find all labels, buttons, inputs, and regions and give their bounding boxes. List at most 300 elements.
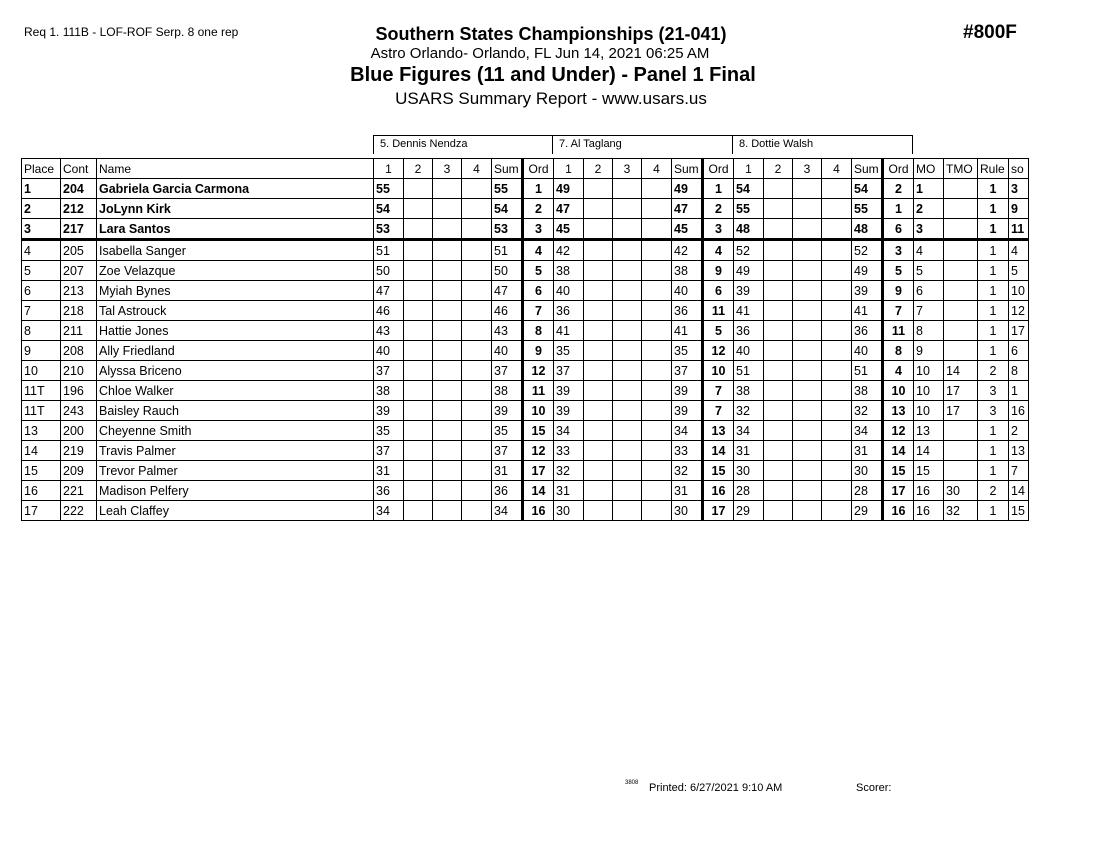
cell-cont: 219 <box>61 441 97 461</box>
table-row <box>22 461 1029 481</box>
table-row <box>22 199 1029 219</box>
cell-j2-ord: 11 <box>703 301 734 321</box>
cell-j1-score-1: 38 <box>374 381 404 401</box>
cell-mo: 14 <box>914 441 944 461</box>
cell-j3-score-4 <box>822 179 852 199</box>
cell-j2-score-2 <box>584 199 613 219</box>
cell-mo: 16 <box>914 481 944 501</box>
cell-j3-score-1: 28 <box>734 481 764 501</box>
table-row <box>22 501 1029 521</box>
cell-so: 15 <box>1009 501 1029 521</box>
cell-rule: 1 <box>978 321 1009 341</box>
cell-j1-score-3 <box>433 179 462 199</box>
cell-j3-score-3 <box>793 261 822 281</box>
cell-j2-score-2 <box>584 361 613 381</box>
cell-j2-score-3 <box>613 341 642 361</box>
cell-j1-score-2 <box>404 401 433 421</box>
cell-j1-score-2 <box>404 441 433 461</box>
cell-j3-score-2 <box>764 361 793 381</box>
cell-cont: 205 <box>61 240 97 261</box>
cell-j1-ord: 3 <box>523 219 554 240</box>
cell-cont: 217 <box>61 219 97 240</box>
cell-j2-score-2 <box>584 501 613 521</box>
cell-j1-score-3 <box>433 421 462 441</box>
cell-j1-score-3 <box>433 301 462 321</box>
cell-j2-score-3 <box>613 240 642 261</box>
cell-j1-sum: 55 <box>492 179 523 199</box>
cell-j1-score-3 <box>433 261 462 281</box>
cell-j2-score-1: 45 <box>554 219 584 240</box>
cell-j1-score-4 <box>462 381 492 401</box>
cell-name: Alyssa Briceno <box>97 361 374 381</box>
cell-j1-ord: 8 <box>523 321 554 341</box>
cell-so: 11 <box>1009 219 1029 240</box>
col-place: Place <box>22 159 61 179</box>
cell-j1-score-4 <box>462 281 492 301</box>
cell-name: Tal Astrouck <box>97 301 374 321</box>
cell-j3-ord: 11 <box>883 321 914 341</box>
cell-name: Ally Friedland <box>97 341 374 361</box>
cell-j2-sum: 33 <box>672 441 703 461</box>
cell-j2-score-1: 42 <box>554 240 584 261</box>
cell-cont: 208 <box>61 341 97 361</box>
table-row <box>22 401 1029 421</box>
cell-j3-score-4 <box>822 199 852 219</box>
cell-j3-score-2 <box>764 199 793 219</box>
cell-j1-score-4 <box>462 261 492 281</box>
cell-j3-score-1: 32 <box>734 401 764 421</box>
cell-j2-sum: 31 <box>672 481 703 501</box>
cell-j3-score-1: 51 <box>734 361 764 381</box>
cell-j3-score-4 <box>822 381 852 401</box>
cell-name: Leah Claffey <box>97 501 374 521</box>
cell-j2-sum: 49 <box>672 179 703 199</box>
cell-name: Cheyenne Smith <box>97 421 374 441</box>
cell-name: Madison Pelfery <box>97 481 374 501</box>
cell-j3-score-2 <box>764 281 793 301</box>
cell-j2-sum: 42 <box>672 240 703 261</box>
cell-j2-score-3 <box>613 301 642 321</box>
cell-j3-score-1: 34 <box>734 421 764 441</box>
cell-j1-ord: 9 <box>523 341 554 361</box>
cell-j2-score-4 <box>642 219 672 240</box>
cell-j3-score-1: 48 <box>734 219 764 240</box>
cell-rule: 1 <box>978 199 1009 219</box>
cell-j2-score-3 <box>613 401 642 421</box>
col-j1-1: 1 <box>374 159 404 179</box>
cell-j1-score-4 <box>462 461 492 481</box>
cell-name: Chloe Walker <box>97 381 374 401</box>
cell-j1-score-3 <box>433 361 462 381</box>
col-j1-4: 4 <box>462 159 492 179</box>
cell-j2-score-4 <box>642 179 672 199</box>
cell-tmo <box>944 301 978 321</box>
cell-tmo <box>944 199 978 219</box>
table-row <box>22 381 1029 401</box>
cell-j3-sum: 28 <box>852 481 883 501</box>
cell-so: 10 <box>1009 281 1029 301</box>
cell-j3-score-2 <box>764 481 793 501</box>
cell-j1-sum: 50 <box>492 261 523 281</box>
cell-j2-sum: 36 <box>672 301 703 321</box>
cell-so: 1 <box>1009 381 1029 401</box>
cell-so: 3 <box>1009 179 1029 199</box>
cell-j2-score-1: 39 <box>554 401 584 421</box>
cell-so: 13 <box>1009 441 1029 461</box>
cell-j1-score-2 <box>404 481 433 501</box>
cell-cont: 196 <box>61 381 97 401</box>
cell-mo: 13 <box>914 421 944 441</box>
cell-cont: 200 <box>61 421 97 441</box>
cell-j3-score-4 <box>822 441 852 461</box>
cell-j1-score-4 <box>462 421 492 441</box>
cell-mo: 16 <box>914 501 944 521</box>
cell-name: Zoe Velazque <box>97 261 374 281</box>
cell-j3-ord: 12 <box>883 421 914 441</box>
cell-j3-score-3 <box>793 281 822 301</box>
cell-so: 6 <box>1009 341 1029 361</box>
cell-j2-score-1: 49 <box>554 179 584 199</box>
cell-j1-score-2 <box>404 381 433 401</box>
cell-j2-score-3 <box>613 261 642 281</box>
cell-j1-score-4 <box>462 401 492 421</box>
cell-cont: 211 <box>61 321 97 341</box>
cell-tmo: 17 <box>944 401 978 421</box>
cell-j3-ord: 10 <box>883 381 914 401</box>
cell-j1-ord: 12 <box>523 361 554 381</box>
cell-j1-sum: 43 <box>492 321 523 341</box>
cell-j2-score-2 <box>584 421 613 441</box>
col-j3-sum: Sum <box>852 159 883 179</box>
cell-j2-score-4 <box>642 281 672 301</box>
cell-tmo <box>944 240 978 261</box>
cell-j3-score-3 <box>793 321 822 341</box>
col-name: Name <box>97 159 374 179</box>
cell-place: 10 <box>22 361 61 381</box>
cell-rule: 2 <box>978 481 1009 501</box>
cell-mo: 10 <box>914 401 944 421</box>
cell-j1-score-2 <box>404 199 433 219</box>
cell-j3-score-2 <box>764 501 793 521</box>
cell-mo: 15 <box>914 461 944 481</box>
cell-place: 4 <box>22 240 61 261</box>
cell-place: 13 <box>22 421 61 441</box>
col-tmo: TMO <box>944 159 978 179</box>
cell-j2-ord: 7 <box>703 401 734 421</box>
results-table <box>21 158 1029 521</box>
table-row <box>22 281 1029 301</box>
cell-j1-score-2 <box>404 341 433 361</box>
cell-j2-score-4 <box>642 321 672 341</box>
scorer-label: Scorer: <box>856 782 892 794</box>
cell-j3-ord: 4 <box>883 361 914 381</box>
cell-j1-score-3 <box>433 441 462 461</box>
cell-j2-score-4 <box>642 261 672 281</box>
cell-tmo <box>944 441 978 461</box>
cell-j3-sum: 55 <box>852 199 883 219</box>
table-row <box>22 321 1029 341</box>
cell-j1-score-1: 37 <box>374 361 404 381</box>
cell-j2-ord: 5 <box>703 321 734 341</box>
cell-j3-sum: 52 <box>852 240 883 261</box>
cell-j1-ord: 15 <box>523 421 554 441</box>
cell-mo: 9 <box>914 341 944 361</box>
cell-j2-score-2 <box>584 261 613 281</box>
cell-j2-score-2 <box>584 219 613 240</box>
cell-j1-score-1: 46 <box>374 301 404 321</box>
cell-j3-score-2 <box>764 341 793 361</box>
cell-j1-score-4 <box>462 341 492 361</box>
col-so: so <box>1009 159 1029 179</box>
table-row <box>22 240 1029 261</box>
cell-j1-score-3 <box>433 219 462 240</box>
cell-j1-sum: 37 <box>492 441 523 461</box>
table-row <box>22 179 1029 199</box>
cell-j3-score-1: 31 <box>734 441 764 461</box>
cell-j3-ord: 14 <box>883 441 914 461</box>
cell-j2-score-4 <box>642 361 672 381</box>
table-header-row <box>22 159 1029 179</box>
cell-tmo <box>944 341 978 361</box>
cell-j3-score-4 <box>822 361 852 381</box>
judge-1-name: 5. Dennis Nendza <box>373 135 553 154</box>
cell-name: Baisley Rauch <box>97 401 374 421</box>
cell-j3-ord: 8 <box>883 341 914 361</box>
cell-j3-ord: 7 <box>883 301 914 321</box>
cell-j1-score-1: 31 <box>374 461 404 481</box>
cell-j3-score-2 <box>764 261 793 281</box>
col-mo: MO <box>914 159 944 179</box>
cell-j1-score-2 <box>404 321 433 341</box>
cell-so: 2 <box>1009 421 1029 441</box>
cell-j1-score-4 <box>462 441 492 461</box>
cell-j1-sum: 53 <box>492 219 523 240</box>
cell-tmo: 14 <box>944 361 978 381</box>
cell-rule: 1 <box>978 421 1009 441</box>
cell-j2-score-3 <box>613 461 642 481</box>
cell-mo: 3 <box>914 219 944 240</box>
cell-cont: 212 <box>61 199 97 219</box>
cell-so: 7 <box>1009 461 1029 481</box>
cell-j1-sum: 36 <box>492 481 523 501</box>
table-row <box>22 219 1029 240</box>
cell-tmo: 32 <box>944 501 978 521</box>
cell-mo: 6 <box>914 281 944 301</box>
cell-j3-score-1: 52 <box>734 240 764 261</box>
cell-rule: 3 <box>978 381 1009 401</box>
cell-j2-ord: 12 <box>703 341 734 361</box>
cell-j2-score-4 <box>642 199 672 219</box>
cell-tmo: 17 <box>944 381 978 401</box>
cell-j2-score-1: 33 <box>554 441 584 461</box>
cell-j2-score-3 <box>613 219 642 240</box>
cell-cont: 210 <box>61 361 97 381</box>
cell-j2-score-4 <box>642 501 672 521</box>
cell-j2-score-3 <box>613 381 642 401</box>
cell-place: 11T <box>22 381 61 401</box>
cell-j3-score-3 <box>793 441 822 461</box>
cell-j1-score-2 <box>404 361 433 381</box>
cell-tmo <box>944 219 978 240</box>
cell-name: Gabriela Garcia Carmona <box>97 179 374 199</box>
cell-j2-sum: 38 <box>672 261 703 281</box>
col-j2-4: 4 <box>642 159 672 179</box>
cell-j1-score-2 <box>404 301 433 321</box>
cell-mo: 7 <box>914 301 944 321</box>
cell-j2-score-4 <box>642 301 672 321</box>
cell-j2-score-3 <box>613 501 642 521</box>
cell-j2-score-4 <box>642 381 672 401</box>
cell-j2-sum: 30 <box>672 501 703 521</box>
cell-j2-sum: 41 <box>672 321 703 341</box>
cell-j2-score-3 <box>613 179 642 199</box>
cell-j3-sum: 41 <box>852 301 883 321</box>
cell-j1-sum: 31 <box>492 461 523 481</box>
cell-j1-ord: 14 <box>523 481 554 501</box>
cell-j3-sum: 32 <box>852 401 883 421</box>
cell-rule: 2 <box>978 361 1009 381</box>
cell-j1-score-1: 50 <box>374 261 404 281</box>
col-j1-sum: Sum <box>492 159 523 179</box>
cell-cont: 213 <box>61 281 97 301</box>
cell-j2-score-3 <box>613 281 642 301</box>
competition-title: Southern States Championships (21-041) <box>375 24 727 44</box>
cell-place: 17 <box>22 501 61 521</box>
judge-2-name: 7. Al Taglang <box>553 135 733 154</box>
cell-j3-sum: 40 <box>852 341 883 361</box>
cell-rule: 1 <box>978 461 1009 481</box>
cell-j1-score-1: 34 <box>374 501 404 521</box>
cell-j2-score-3 <box>613 481 642 501</box>
cell-rule: 1 <box>978 261 1009 281</box>
col-j2-ord: Ord <box>703 159 734 179</box>
cell-j2-score-1: 36 <box>554 301 584 321</box>
col-j2-3: 3 <box>613 159 642 179</box>
cell-j2-score-4 <box>642 341 672 361</box>
cell-j2-score-1: 47 <box>554 199 584 219</box>
cell-j2-sum: 34 <box>672 421 703 441</box>
cell-j3-score-1: 40 <box>734 341 764 361</box>
cell-j3-score-2 <box>764 381 793 401</box>
cell-j2-score-2 <box>584 461 613 481</box>
cell-j1-score-4 <box>462 301 492 321</box>
cell-j2-ord: 1 <box>703 179 734 199</box>
cell-j1-score-4 <box>462 219 492 240</box>
cell-j2-sum: 37 <box>672 361 703 381</box>
cell-mo: 4 <box>914 240 944 261</box>
cell-place: 1 <box>22 179 61 199</box>
cell-j3-score-4 <box>822 281 852 301</box>
cell-place: 3 <box>22 219 61 240</box>
cell-place: 2 <box>22 199 61 219</box>
cell-j2-ord: 4 <box>703 240 734 261</box>
cell-j3-sum: 29 <box>852 501 883 521</box>
cell-j2-score-2 <box>584 441 613 461</box>
cell-j2-score-3 <box>613 441 642 461</box>
cell-j3-sum: 31 <box>852 441 883 461</box>
footer-tag: 3808 <box>625 780 639 786</box>
cell-j1-score-3 <box>433 481 462 501</box>
cell-j2-score-2 <box>584 179 613 199</box>
cell-j1-score-2 <box>404 261 433 281</box>
cell-j1-score-1: 51 <box>374 240 404 261</box>
cell-cont: 218 <box>61 301 97 321</box>
cell-j1-score-1: 54 <box>374 199 404 219</box>
cell-j3-score-2 <box>764 179 793 199</box>
cell-j2-sum: 45 <box>672 219 703 240</box>
cell-j1-score-2 <box>404 281 433 301</box>
cell-j2-ord: 16 <box>703 481 734 501</box>
cell-j2-score-1: 31 <box>554 481 584 501</box>
cell-rule: 3 <box>978 401 1009 421</box>
cell-j2-ord: 17 <box>703 501 734 521</box>
cell-j3-score-1: 30 <box>734 461 764 481</box>
cell-place: 5 <box>22 261 61 281</box>
cell-j3-score-4 <box>822 501 852 521</box>
col-cont: Cont <box>61 159 97 179</box>
cell-tmo <box>944 281 978 301</box>
cell-place: 15 <box>22 461 61 481</box>
cell-j3-score-2 <box>764 301 793 321</box>
cell-name: Hattie Jones <box>97 321 374 341</box>
table-row <box>22 301 1029 321</box>
cell-j3-sum: 51 <box>852 361 883 381</box>
cell-j2-score-3 <box>613 321 642 341</box>
cell-j1-score-4 <box>462 199 492 219</box>
cell-j2-score-2 <box>584 240 613 261</box>
cell-j3-score-3 <box>793 179 822 199</box>
cell-j1-sum: 47 <box>492 281 523 301</box>
cell-j3-score-3 <box>793 341 822 361</box>
cell-j1-ord: 6 <box>523 281 554 301</box>
cell-name: Travis Palmer <box>97 441 374 461</box>
cell-j1-score-4 <box>462 179 492 199</box>
cell-tmo <box>944 261 978 281</box>
cell-rule: 1 <box>978 219 1009 240</box>
cell-name: Lara Santos <box>97 219 374 240</box>
cell-j3-sum: 30 <box>852 461 883 481</box>
cell-j2-ord: 10 <box>703 361 734 381</box>
cell-j3-ord: 3 <box>883 240 914 261</box>
cell-j2-sum: 40 <box>672 281 703 301</box>
cell-j2-ord: 3 <box>703 219 734 240</box>
cell-place: 7 <box>22 301 61 321</box>
cell-j1-score-4 <box>462 240 492 261</box>
cell-j3-score-4 <box>822 481 852 501</box>
cell-j1-score-3 <box>433 199 462 219</box>
cell-j3-score-1: 36 <box>734 321 764 341</box>
cell-j1-ord: 11 <box>523 381 554 401</box>
cell-j1-score-4 <box>462 481 492 501</box>
cell-j3-score-2 <box>764 441 793 461</box>
cell-j2-score-1: 32 <box>554 461 584 481</box>
cell-so: 5 <box>1009 261 1029 281</box>
cell-j1-score-2 <box>404 501 433 521</box>
table-row <box>22 341 1029 361</box>
col-j3-ord: Ord <box>883 159 914 179</box>
cell-j2-score-2 <box>584 301 613 321</box>
col-rule: Rule <box>978 159 1009 179</box>
cell-j3-ord: 5 <box>883 261 914 281</box>
cell-place: 9 <box>22 341 61 361</box>
cell-j3-score-3 <box>793 361 822 381</box>
col-j1-2: 2 <box>404 159 433 179</box>
cell-j2-score-4 <box>642 441 672 461</box>
cell-j2-ord: 7 <box>703 381 734 401</box>
cell-j3-score-1: 54 <box>734 179 764 199</box>
cell-j1-ord: 16 <box>523 501 554 521</box>
cell-j2-score-3 <box>613 361 642 381</box>
